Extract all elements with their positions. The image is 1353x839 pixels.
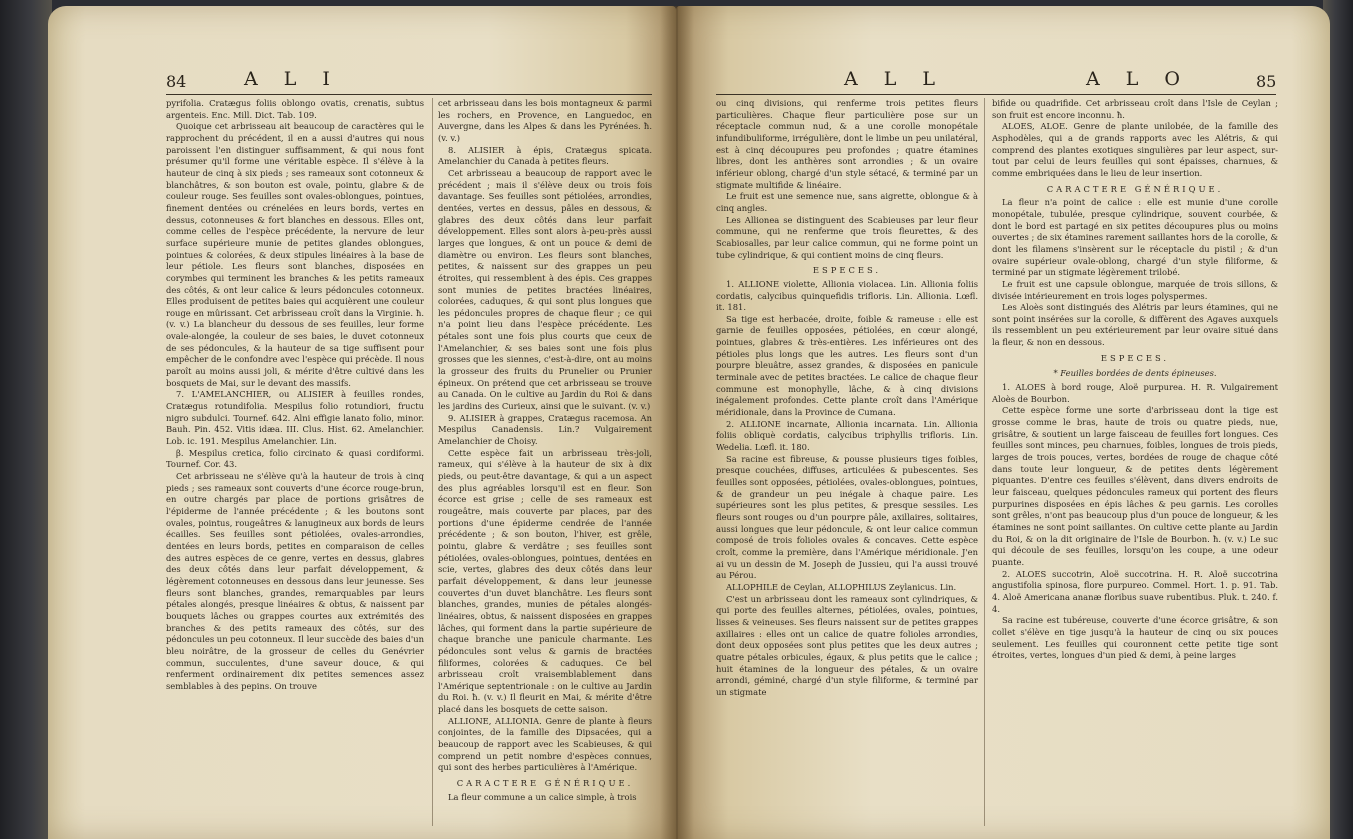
paragraph: 2. ALOES succotrin, Aloë succotrina. H. R. Aloë succotrina angustifolia spinosa, flore purpureo. Commel. Hort. 1. p. 91. Tab. 4. Aloë Americana ananæ floribus suave rubentibus. Pluk. t. 240. f. 4.	[992, 568, 1278, 614]
paragraph: ALOES, ALOE. Genre de plante unilobée, de la famille des Asphodèles, qui a de grands rapports avec les Alétris, & qui comprend des plantes exotiques singulières par leur aspect, sur-tout par celui de leurs feuilles qui sont épaisses, charnues, & comme embriquées dans le lieu de leur insertion.	[992, 121, 1278, 178]
paragraph: Sa racine est tubéreuse, couverte d'une écorce grisâtre, & son collet s'élève en tige jusqu'à la hauteur de cinq ou six pouces seulement. Les feuilles qui couronnent cette petite tige sont étroites, vertes, longues d'un pied & demi, à peine larges	[992, 615, 1278, 661]
paragraph: bifide ou quadrifide. Cet arbrisseau croît dans l'Isle de Ceylan ; son fruit est encore inconnu. ħ.	[992, 98, 1278, 120]
right-header-rule	[716, 94, 1276, 95]
paragraph: Cette espèce fait un arbrisseau très-joli, rameux, qui s'élève à la hauteur de six à dix pieds, ou peut-être davantage, & qui a un aspect des plus agréables lorsqu'il est en fleur. Son écorce est grise ; celle de ses rameaux est rougeâtre, mais couverte par places, par des portions d'une épiderme cendrée de l'année précédente ; & son bouton, l'hiver, est grêle, pointu, glabre & verdâtre ; ses feuilles sont pétiolées, ovales-oblongues, pointues, dentées en scie, vertes, glabres des deux côtés dans leur parfait développement, & dans leur jeunesse couvertes d'un duvet blanchâtre. Les fleurs sont blanches, grandes, munies de pétales alongés-linéaires, obtus, & naissent disposées en grappes lâches, qui forment dans la partie supérieure de chaque branche une panicule charmante. Les pédoncules sont velus & garnis de bractées filiformes, colorées & caduques. Ce bel arbrisseau croît vraisemblablement dans l'Amérique septentrionale : on le cultive au Jardin du Roi. ħ. (v. v.) Il fleurit en Mai, & mérite d'être placé dans les bosquets de cette saison.	[438, 447, 652, 715]
paragraph: cet arbrisseau dans les bois montagneux & parmi les rochers, en Provence, en Languedoc, en Auvergne, dans les Alpes & dans les Pyrénées. ħ. (v. v.)	[438, 98, 652, 143]
paragraph: 2. ALLIONE incarnate, Allionia incarnata. Lin. Allionia foliis obliquè cordatis, calycibus triphyllis trifloris. Lin. Wedelia. Lœfl. it. 180.	[716, 418, 978, 453]
open-book	[48, 6, 1330, 839]
paragraph: Les Aloès sont distingués des Alétris par leurs étamines, qui ne sont point insérées sur la corolle, & diffèrent des Agaves auxquels ils ressemblent un peu extérieurement par leur ovaire situé dans la fleur, & non en dessous.	[992, 302, 1278, 348]
paragraph: β. Mespilus cretica, folio circinato & quasi cordiformi. Tournef. Cor. 43.	[166, 447, 424, 470]
subsection-heading: * Feuilles bordées de dents épineuses.	[1053, 368, 1217, 379]
paragraph: Cette espèce forme une sorte d'arbrisseau dont la tige est grosse comme le bras, haute de trois ou quatre pieds, nue, grisâtre, & soutient un large faisceau de feuilles fort longues. Ces feuilles sont minces, peu charnues, foibles, longues de trois pieds, larges de trois pouces, vertes, bordées de rouge de chaque côté dans toute leur longueur, & de petites dents légèrement piquantes. D'entre ces feuilles s'élèvent, dans divers endroits de leur faisceau, quelques pédoncules rameux qui portent des fleurs purpurines disposées en épis lâches & peu garnis. Les corolles sont grêles, n'ont pas beaucoup plus d'un pouce de longueur, & les étamines ne sont point saillantes. On cultive cette plante au Jardin du Roi, & on la dit originaire de l'Isle de Bourbon. ħ. (v. v.) Le suc qui découle de ses feuilles, lorsqu'on les coupe, a une odeur puante.	[992, 405, 1278, 567]
right-column-2	[992, 98, 1278, 662]
left-column-1	[166, 98, 424, 692]
paragraph: La fleur commune a un calice simple, à trois	[448, 791, 637, 802]
section-heading: CARACTERE GÉNÉRIQUE.	[456, 778, 634, 789]
section-heading: ESPECES.	[1100, 352, 1170, 363]
right-running-head-left: A L L	[844, 68, 946, 90]
paragraph: pyrifolia. Cratægus foliis oblongo ovatis, crenatis, subtus argenteis. Enc. Mill. Dict. Tab. 109.	[166, 98, 424, 120]
right-running-head-right: A L O	[1086, 68, 1190, 90]
paragraph: Cet arbrisseau a beaucoup de rapport avec le précédent ; mais il s'élève deux ou trois fois davantage. Ses feuilles sont pétiolées, arrondies, dentées, vertes en dessus, pâles en dessous, & glabres des deux côtés dans leur parfait développement. Elles sont alors à-peu-près aussi larges que longues, & ont un pouce & demi de diamètre ou environ. Les fleurs sont blanches, petites, & naissent sur des grappes un peu étroites, qui ressemblent à des épis. Ces grappes sont munies de petites bractées linéaires, colorées, caduques, & qui sont plus longues que les pédoncules propres de chaque fleur ; ce qui n'a point lieu dans l'espèce précédente. Les pétales sont une fois plus courts que ceux de l'Amelanchier, & ses baies sont une fois plus grosses que les siennes, c'est-à-dire, ont au moins la grosseur des fruits du Prunelier ou Prunier épineux. On prétend que cet arbrisseau se trouve au Canada. On le cultive au Jardin du Roi & dans les jardins des Curieux, ainsi que le suivant. (v. v.)	[438, 167, 652, 412]
paragraph: C'est un arbrisseau dont les rameaux sont cylindriques, & qui porte des feuilles alternes, pétiolées, ovales, pointues, lisses & veineuses. Ses fleurs naissent sur de petites grappes axillaires : elles ont un calice de quatre folioles arrondies, dont deux opposées sont plus petites que les deux autres ; quatre pétales orbicules, égaux, & plus petits que le calice ; huit étamines de la longueur des pétales, & un ovaire arrondi, géminé, chargé d'un style filiforme, & terminé par un stigmate	[716, 593, 978, 697]
paragraph: 9. ALISIER à grappes, Cratægus racemosa. An Mespilus Canadensis. Lin.? Vulgairement Amelanchier de Choisy.	[438, 412, 652, 447]
left-column-divider	[432, 98, 433, 826]
paragraph: Les Allionea se distinguent des Scabieuses par leur fleur commune, qui ne renferme que trois fleurettes, & des Scabiosalles, par leur calice commun, qui ne forme point un tube cylindrique, & qui contient moins de cinq fleurs.	[716, 214, 978, 260]
paragraph: ou cinq divisions, qui renferme trois petites fleurs particulières. Chaque fleur particulière pose sur un réceptacle commun nud, & a une corolle monopétale infundibuliforme, irrégulière, dont le limbe un peu unilatéral, est à cinq découpures peu profondes ; quatre étamines libres, dont les anthères sont arrondies ; & un ovaire inférieur oblong, chargé d'un style sétacé, & terminé par un stigmate multifide & linéaire.	[716, 98, 978, 190]
paragraph: Le fruit est une capsule oblongue, marquée de trois sillons, & divisée intérieurement en trois loges polyspermes.	[992, 278, 1278, 301]
left-header-rule	[166, 94, 652, 95]
left-page-number: 84	[166, 72, 187, 91]
right-column-1	[716, 98, 978, 698]
left-column-2	[438, 98, 652, 803]
paragraph: Sa tige est herbacée, droite, foible & rameuse : elle est garnie de feuilles opposées, pétiolées, en cœur alongé, pointues, glabres & très-entières. Les inférieures ont des pétioles plus longs que les autres. Les fleurs sont d'un pourpre bleuâtre, assez grandes, & disposées en panicule terminale avec de petites bractées. Le calice de chaque fleur commune est monophylle, lâche, & à cinq divisions inégalement profondes. Cette plante croît dans l'Amérique méridionale, dans la Province de Cumana.	[716, 313, 978, 418]
section-heading: CARACTERE GÉNÉRIQUE.	[1046, 183, 1224, 194]
right-page	[676, 6, 1330, 839]
paragraph: ALLOPHILE de Ceylan, ALLOPHILUS Zeylanicus. Lin.	[726, 581, 957, 592]
paragraph: 7. L'AMELANCHIER, ou ALISIER à feuilles rondes, Cratægus rotundifolia. Mespilus folio rotundiori, fructu nigro subdulci. Tournef. 642. Alni effigie lanato folio, minor. Bauh. Pin. 452. Vitis idæa. III. Clus. Hist. 62. Amelanchier. Lob. ic. 191. Mespilus Amelanchier. Lin.	[166, 389, 424, 447]
paragraph: 1. ALOES à bord rouge, Aloë purpurea. H. R. Vulgairement Aloès de Bourbon.	[992, 382, 1278, 404]
right-column-divider	[984, 98, 985, 826]
paragraph: Cet arbrisseau ne s'élève qu'à la hauteur de trois à cinq pieds ; ses rameaux sont couverts d'une écorce rouge-brun, en outre chargés par place de portions grisâtres de l'épiderme de l'année précédente ; & les boutons sont ovales, pointus, rougeâtres & lanugineux aux bords de leurs écailles. Ses feuilles sont pétiolées, ovales-arrondies, dentées en leurs bords, petites en comparaison de celles des autres espèces de ce genre, vertes en dessus, glabres des deux côtés dans leur parfait développement, & légèrement cotonneuses en dessous dans leur jeunesse. Ses fleurs sont blanches, grandes, remarquables par leurs pétales alongés, presque linéaires & obtus, & naissent par bouquets lâches ou grappes courtes aux extrémités des branches & des petits rameaux des côtés, sur des pédoncules un peu cotonneux. Il leur succède des baies d'un bleu noirâtre, de la grosseur de celles du Genévrier commun, succulentes, d'une saveur douce, & qui renferment ordinairement dix petites semences assez semblables à des pepins. On trouve	[166, 471, 424, 691]
paragraph: 8. ALISIER à épis, Cratægus spicata. Amelanchier du Canada à petites fleurs.	[438, 144, 652, 167]
paragraph: ALLIONE, ALLIONIA. Genre de plante à fleurs conjointes, de la famille des Dipsacées, qui a beaucoup de rapport avec les Scabieuses, & qui comprend un petit nombre d'espèces connues, qui sont des herbes particulières à l'Amérique.	[438, 715, 652, 773]
paragraph: Le fruit est une semence nue, sans aigrette, oblongue & à cinq angles.	[716, 191, 978, 213]
paragraph: 1. ALLIONE violette, Allionia violacea. Lin. Allionia foliis cordatis, calycibus quinquefidis trifloris. Lin. Allionia. Lœfl. it. 181.	[716, 278, 978, 313]
right-page-number: 85	[1256, 72, 1277, 91]
section-heading: ESPECES.	[812, 265, 882, 276]
left-running-head: A L I	[244, 68, 340, 90]
paragraph: Quoique cet arbrisseau ait beaucoup de caractères qui le rapprochent du précédent, il en a aussi d'autres qui nous paroissent l'en distinguer suffisamment, & qui nous font présumer qu'il forme une véritable espèce. Il s'élève à la hauteur de cinq à six pieds ; ses rameaux sont cotonneux & blanchâtres, & son bouton est ovale, pointu, glabre & de couleur rouge. Ses feuilles sont ovales-oblongues, pointues, finement dentées ou crénelées en leurs bords, vertes en dessus, cotonneuses & fort blanches en dessous. Elles ont, comme celles de l'espèce précédente, la nervure de leur surface supérieure munie de petites glandes oblongues, pointues & colorées, & deux stipules linéaires à la base de leur pétiole. Les fleurs sont blanches, disposées en corymbes qui terminent les branches & les petits rameaux des côtés, & ont leur calice & leurs pédoncules cotonneux. Elles produisent de petites baies qui acquièrent une couleur rouge en mûrissant. Cet arbrisseau croît dans la Virginie. ħ. (v. v.) La blancheur du dessous de ses feuilles, leur forme ovale-alongée, la couleur de ses baies, le duvet cotonneux de ses pédoncules, & la hauteur de sa tige suffisent pour empêcher de le confondre avec l'espèce qui précède. Il nous paroît au moins aussi joli, & mérite d'être cultivé dans les bosquets de Mai, sur le devant des massifs.	[166, 121, 424, 388]
left-page	[48, 6, 676, 839]
scan-background-left	[0, 0, 52, 839]
paragraph: La fleur n'a point de calice : elle est munie d'une corolle monopétale, tubulée, presque cylindrique, souvent courbée, & dont le bord est partagé en six petites découpures plus ou moins ouvertes ; de six étamines rarement saillantes hors de la corolle, & dont les filamens s'insèrent sur le réceptacle du pistil ; & d'un ovaire supérieur ovale-oblong, chargé d'un style filiforme, & terminé par un stigmate légèrement trilobé.	[992, 197, 1278, 278]
paragraph: Sa racine est fibreuse, & pousse plusieurs tiges foibles, presque couchées, diffuses, articulées & pubescentes. Ses feuilles sont opposées, pétiolées, ovales-oblongues, pointues, & de grandeur un peu inégale à chaque paire. Les supérieures sont les plus petites, & presque sessiles. Les fleurs sont rouges ou d'un pourpre pâle, axillaires, solitaires, aussi longues que leur pédoncule, & ont leur calice commun composé de trois folioles ovales & concaves. Cette espèce croît, comme la première, dans l'Amérique méridionale. J'en ai vu un dessin de M. Joseph de Jussieu, qui l'a aussi trouvé au Pérou.	[716, 453, 978, 581]
